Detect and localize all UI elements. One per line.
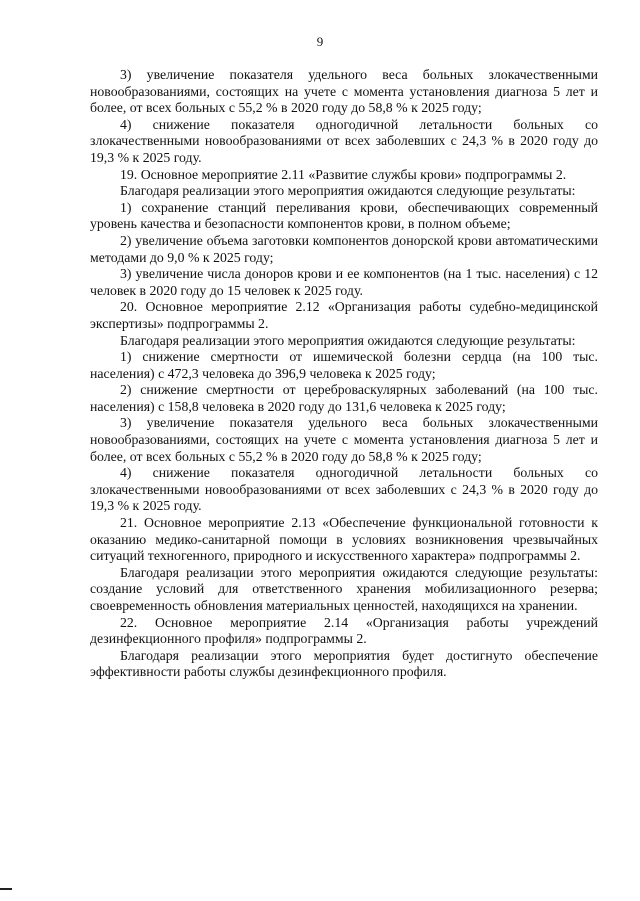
paragraph-forensic-item-4: 4) снижение показателя одногодичной летальности больных со злокачественными новообразованиями от всех заболевших с 24,3 % в 2020 году до 19,3 % к 2025 году. — [90, 465, 598, 514]
paragraph-item-3-oncology-share: 3) увеличение показателя удельного веса больных злокачественными новообразованиями, состоящих на учете с момента установления диагноза 5 лет и более, от всех больных с 55,2 % в 2020 году до 58,8 % к 2025 году; — [90, 67, 598, 116]
paragraph-results-intro: Благодаря реализации этого мероприятия ожидаются следующие результаты: — [120, 332, 576, 348]
paragraph-forensic-item-3: 3) увеличение показателя удельного веса больных злокачественными новообразованиями, состоящих на учете с момента установления диагноза 5 лет и более, от всех больных с 55,2 % в 2020 году до 58,8 % к 2025 году; — [90, 415, 598, 464]
paragraph-blood-item-3: 3) увеличение числа доноров крови и ее компонентов (на 1 тыс. населения) с 12 человек в 2020 году до 15 человек к 2025 году. — [90, 266, 598, 298]
paragraph-reserve-results: Благодаря реализации этого мероприятия ожидаются следующие результаты: создание условий для ответственного хранения мобилизационного резерва; своевременность обновления материальных ценностей, находящихся на хранении. — [90, 564, 598, 613]
paragraph-forensic-item-1: 1) снижение смертности от ишемической болезни сердца (на 100 тыс. населения) с 472,3 человека до 396,9 человека к 2025 году; — [90, 349, 598, 381]
paragraph-forensic-item-2: 2) снижение смертности от цереброваскулярных заболеваний (на 100 тыс. населения) с 158,8 человека в 2020 году до 131,6 человека к 2025 году; — [90, 382, 598, 414]
paragraph-measure-20: 20. Основное мероприятие 2.12 «Организация работы судебно-медицинской экспертизы» подпрограммы 2. — [90, 299, 598, 331]
paragraph-blood-item-1: 1) сохранение станций переливания крови, обеспечивающих современный уровень качества и безопасности компонентов крови, в полном объеме; — [90, 199, 598, 232]
paragraph-item-4-oncology-mortality: 4) снижение показателя одногодичной летальности больных со злокачественными новообразованиями от всех заболевших с 24,3 % в 2020 году до 19,3 % к 2025 году. — [90, 116, 598, 165]
paragraph-blood-item-2: 2) увеличение объема заготовки компонентов донорской крови автоматическими методами до 9,0 % к 2025 году; — [90, 232, 598, 265]
paragraph-measure-22: 22. Основное мероприятие 2.14 «Организация работы учреждений дезинфекционного профиля» подпрограммы 2. — [90, 614, 598, 647]
paragraph-results-intro: Благодаря реализации этого мероприятия ожидаются следующие результаты: — [120, 183, 576, 199]
paragraph-disinfection-results: Благодаря реализации этого мероприятия будет достигнуто обеспечение эффективности работы службы дезинфекционного профиля. — [90, 647, 598, 680]
page-body — [90, 67, 598, 681]
scan-edge-mark — [0, 888, 12, 890]
paragraph-measure-19: 19. Основное мероприятие 2.11 «Развитие службы крови» подпрограммы 2. — [120, 166, 567, 182]
page-number: 9 — [316, 34, 324, 49]
paragraph-measure-21: 21. Основное мероприятие 2.13 «Обеспечение функциональной готовности к оказанию медико-санитарной помощи в условиях возникновения чрезвычайных ситуаций техногенного, природного и искусственного характера» подпрограммы 2. — [90, 515, 598, 564]
